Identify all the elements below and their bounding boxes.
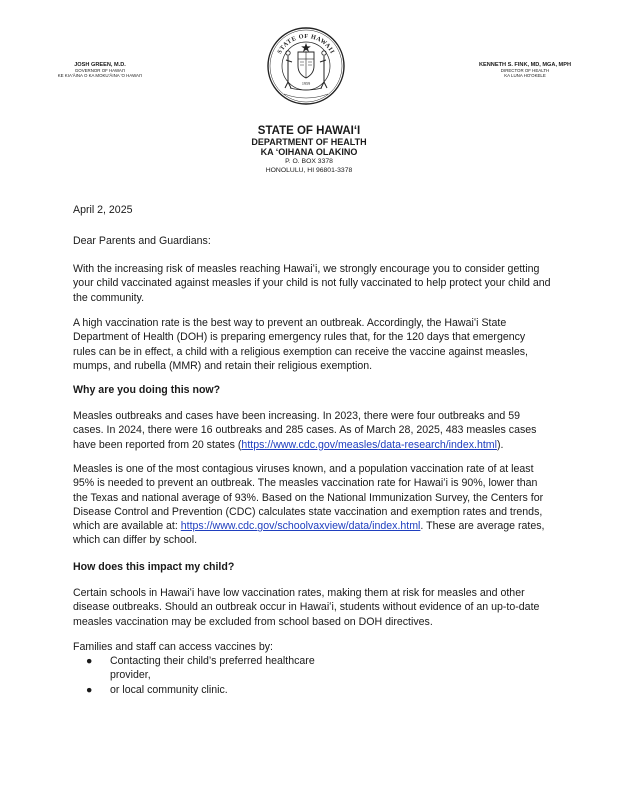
paragraph-vaccination-rate: A high vaccination rate is the best way to prevent an outbreak. Accordingly, the Hawaiʻi State Department of Health (DOH) is preparing emergency rules that, for the 120 days that emergency rules can be in effect, a child with a religious exemption can receive the vaccine against measles, mumps, and rubella (MMR) and retain their religious exemption.	[73, 317, 528, 372]
paragraph-contagious: Measles is one of the most contagious viruses known, and a population vaccination rate of at least 95% is needed to prevent an outbreak. The measles vaccination rate for Hawaiʻi is 90%, lower than the Texas and national average of 93%. Based on the National Immunization Survey, the Centers for Disease Control and Prevention (CDC) calculates state vaccination and exemption rates and trends, which are available at: https://www.cdc.gov/schoolvaxview/data/index.html. These are average rates, which can differ by school.	[73, 463, 545, 547]
seal-top-text: STATE OF HAWAII	[276, 32, 336, 56]
department-name: DEPARTMENT OF HEALTH	[251, 137, 367, 147]
bullet-icon: ●	[86, 655, 93, 667]
letter-date: April 2, 2025	[73, 204, 133, 216]
access-list	[86, 654, 346, 697]
po-box: P. O. BOX 3378	[285, 158, 333, 165]
director-title: DIRECTOR OF HEALTH	[500, 68, 550, 74]
paragraph-outbreaks: Measles outbreaks and cases have been increasing. In 2023, there were four outbreaks and 59 cases. In 2024, there were 16 outbreaks and 285 cases. As of March 28, 2025, 483 measles cases have been reported from 20 states (https://www.cdc.gov/measles/data-research/index.html).	[73, 410, 537, 451]
salutation: Dear Parents and Guardians:	[73, 235, 211, 247]
paragraph-access: Families and staff can access vaccines by:	[73, 641, 273, 653]
list-item: ● Contacting their child’s preferred healthcare provider,	[86, 655, 315, 682]
heading-impact: How does this impact my child?	[73, 561, 235, 573]
paragraph-intro: With the increasing risk of measles reaching Hawaiʻi, we strongly encourage you to consider getting your child vaccinated against measles if your child is not fully vaccinated to help protect your child and the community.	[73, 263, 551, 304]
heading-why-now: Why are you doing this now?	[73, 384, 221, 396]
governor-block	[40, 62, 160, 79]
department-name-hawaiian: KA ʻOIHANA OLAKINO	[260, 147, 358, 157]
city-address: HONOLULU, HI 96801-3378	[265, 167, 353, 174]
paragraph-schools: Certain schools in Hawaiʻi have low vaccination rates, making them at risk for measles and other disease outbreaks. Should an outbreak occur in Hawaiʻi, students without evidence of an up-to-date measles vaccination may be excluded from school based on DOH directives.	[73, 587, 540, 628]
director-block	[470, 62, 580, 79]
governor-title: GOVERNOR OF HAWAI'I	[74, 68, 126, 74]
seal-year: 1959	[301, 81, 311, 86]
state-seal-icon	[266, 26, 346, 106]
governor-title-hawaiian: KE KIA'ĀINA O KA MOKU'ĀINA 'O HAWAI'I	[57, 73, 143, 79]
department-heading	[0, 125, 618, 175]
list-item: ● or local community clinic.	[86, 683, 228, 696]
governor-name: JOSH GREEN, M.D.	[74, 62, 126, 68]
bullet-icon: ●	[86, 683, 93, 696]
cdc-measles-link[interactable]: https://www.cdc.gov/measles/data-research/index.html	[241, 438, 497, 451]
state-name: STATE OF HAWAIʻI	[257, 125, 361, 137]
director-name: KENNETH S. FINK, MD, MGA, MPH	[479, 62, 571, 68]
cdc-schoolvaxview-link[interactable]: https://www.cdc.gov/schoolvaxview/data/index.html	[180, 520, 421, 533]
director-title-hawaiian: KA LUNA HO'OKELE	[504, 73, 546, 79]
